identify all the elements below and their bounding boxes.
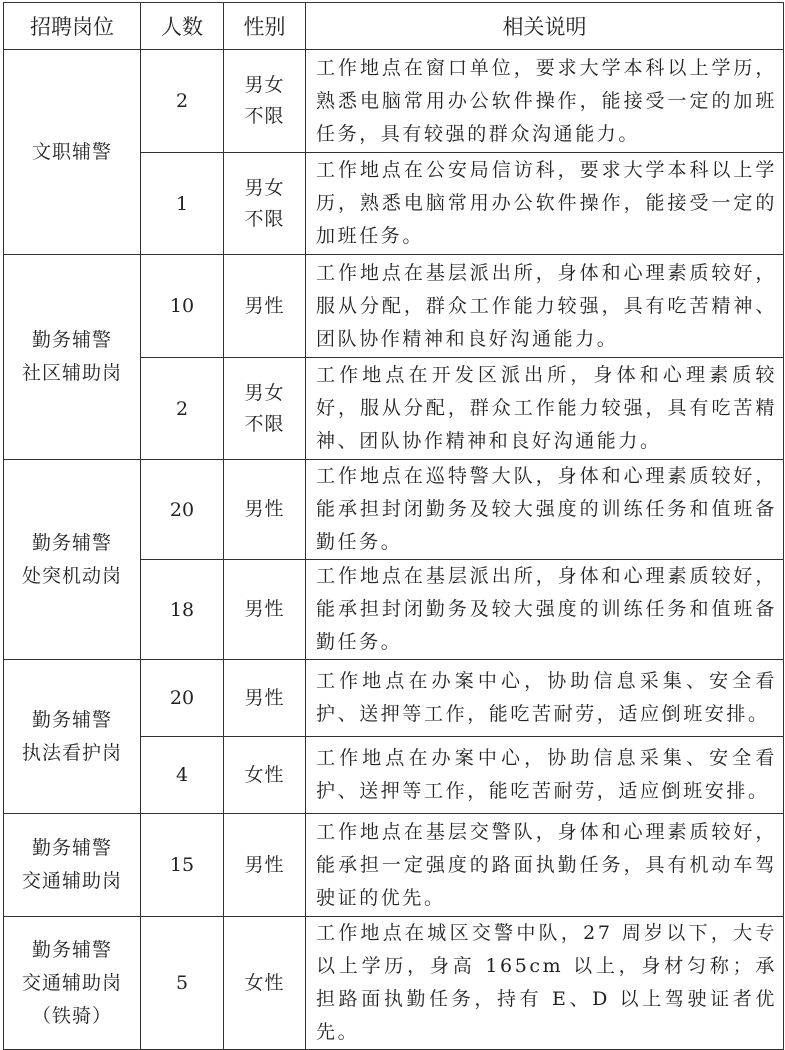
description-cell: 工作地点在公安局信访科，要求大学本科以上学历，熟悉电脑常用办公软件操作，能接受一定的加班任务。 (306, 153, 784, 255)
count-cell: 2 (141, 50, 224, 153)
gender-cell (224, 560, 306, 660)
header-count: 人数 (141, 3, 224, 50)
gender-line: 不限 (244, 207, 285, 230)
gender-cell (224, 153, 306, 255)
gender-cell (224, 358, 306, 460)
table-row (4, 255, 784, 358)
count-cell: 1 (141, 153, 224, 255)
description-cell: 工作地点在开发区派出所，身体和心理素质较好，服从分配，群众工作能力较强，具有吃苦精神、团队协作精神和良好沟通能力。 (306, 358, 784, 460)
table-row (4, 814, 784, 917)
header-row (4, 3, 784, 50)
gender-line: 男女 (244, 74, 285, 96)
gender-line: 男女 (244, 381, 285, 404)
gender-cell (224, 255, 306, 358)
count-cell: 15 (141, 814, 224, 917)
gender-line: 不限 (244, 412, 285, 435)
count-cell: 2 (141, 358, 224, 460)
description-cell: 工作地点在基层交警队，身体和心理素质较好，能承担一定强度的路面执勤任务，具有机动车驾驶证的优先。 (306, 814, 784, 917)
table-row (4, 460, 784, 560)
post-line: 勤务辅警 (31, 329, 112, 351)
description-cell: 工作地点在窗口单位，要求大学本科以上学历，熟悉电脑常用办公软件操作，能接受一定的加班任务，具有较强的群众沟通能力。 (306, 50, 784, 153)
post-cell (4, 255, 141, 460)
table-row (4, 917, 784, 1050)
description-cell: 工作地点在办案中心，协助信息采集、安全看护、送押等工作，能吃苦耐劳，适应倒班安排。 (306, 660, 784, 737)
header-post: 招聘岗位 (4, 3, 141, 50)
post-cell (4, 660, 141, 814)
post-cell (4, 917, 141, 1050)
gender-line: 男性 (244, 686, 285, 709)
post-line: （铁骑） (31, 1004, 112, 1027)
post-line: 勤务辅警 (31, 837, 112, 859)
gender-cell (224, 737, 306, 814)
gender-cell (224, 460, 306, 560)
gender-cell (224, 50, 306, 153)
gender-cell (224, 917, 306, 1050)
header-description: 相关说明 (306, 3, 784, 50)
description-cell: 工作地点在巡特警大队，身体和心理素质较好，能承担封闭勤务及较大强度的训练任务和值班备勤任务。 (306, 460, 784, 560)
count-cell: 10 (141, 255, 224, 358)
post-cell (4, 814, 141, 917)
gender-line: 男性 (244, 598, 285, 620)
post-line: 勤务辅警 (31, 531, 112, 554)
count-cell: 20 (141, 460, 224, 560)
post-line: 勤务辅警 (31, 708, 112, 731)
gender-line: 男性 (244, 498, 285, 520)
description-cell: 工作地点在基层派出所，身体和心理素质较好，能承担封闭勤务及较大强度的训练任务和值班备勤任务。 (306, 560, 784, 660)
count-cell: 18 (141, 560, 224, 660)
post-line: 执法看护岗 (21, 741, 122, 764)
description-cell: 工作地点在办案中心，协助信息采集、安全看护、送押等工作，能吃苦耐劳，适应倒班安排。 (306, 737, 784, 814)
count-cell: 5 (141, 917, 224, 1050)
gender-line: 女性 (244, 763, 285, 786)
header-gender: 性别 (224, 3, 306, 50)
post-line: 处突机动岗 (21, 564, 122, 587)
gender-line: 男女 (244, 176, 285, 199)
post-line: 文职辅警 (31, 140, 112, 163)
gender-line: 女性 (244, 971, 285, 994)
gender-cell (224, 814, 306, 917)
post-line: 交通辅助岗 (21, 971, 122, 994)
count-cell: 4 (141, 737, 224, 814)
post-cell (4, 460, 141, 660)
description-cell: 工作地点在基层派出所，身体和心理素质较好，服从分配，群众工作能力较强，具有吃苦精神、团队协作精神和良好沟通能力。 (306, 255, 784, 358)
gender-line: 男性 (244, 294, 285, 317)
count-cell: 20 (141, 660, 224, 737)
post-line: 勤务辅警 (31, 938, 112, 961)
post-line: 交通辅助岗 (21, 870, 122, 892)
table-row (4, 660, 784, 737)
gender-line: 男性 (244, 853, 285, 876)
post-line: 社区辅助岗 (21, 362, 122, 384)
gender-cell (224, 660, 306, 737)
table-row (4, 50, 784, 153)
gender-line: 不限 (244, 105, 285, 127)
post-cell (4, 50, 141, 255)
description-cell: 工作地点在城区交警中队，27 周岁以下，大专以上学历，身高 165cm 以上，身材匀称；承担路面执勤任务，持有 E、D 以上驾驶证者优先。 (306, 917, 784, 1050)
recruitment-table (3, 2, 784, 1050)
